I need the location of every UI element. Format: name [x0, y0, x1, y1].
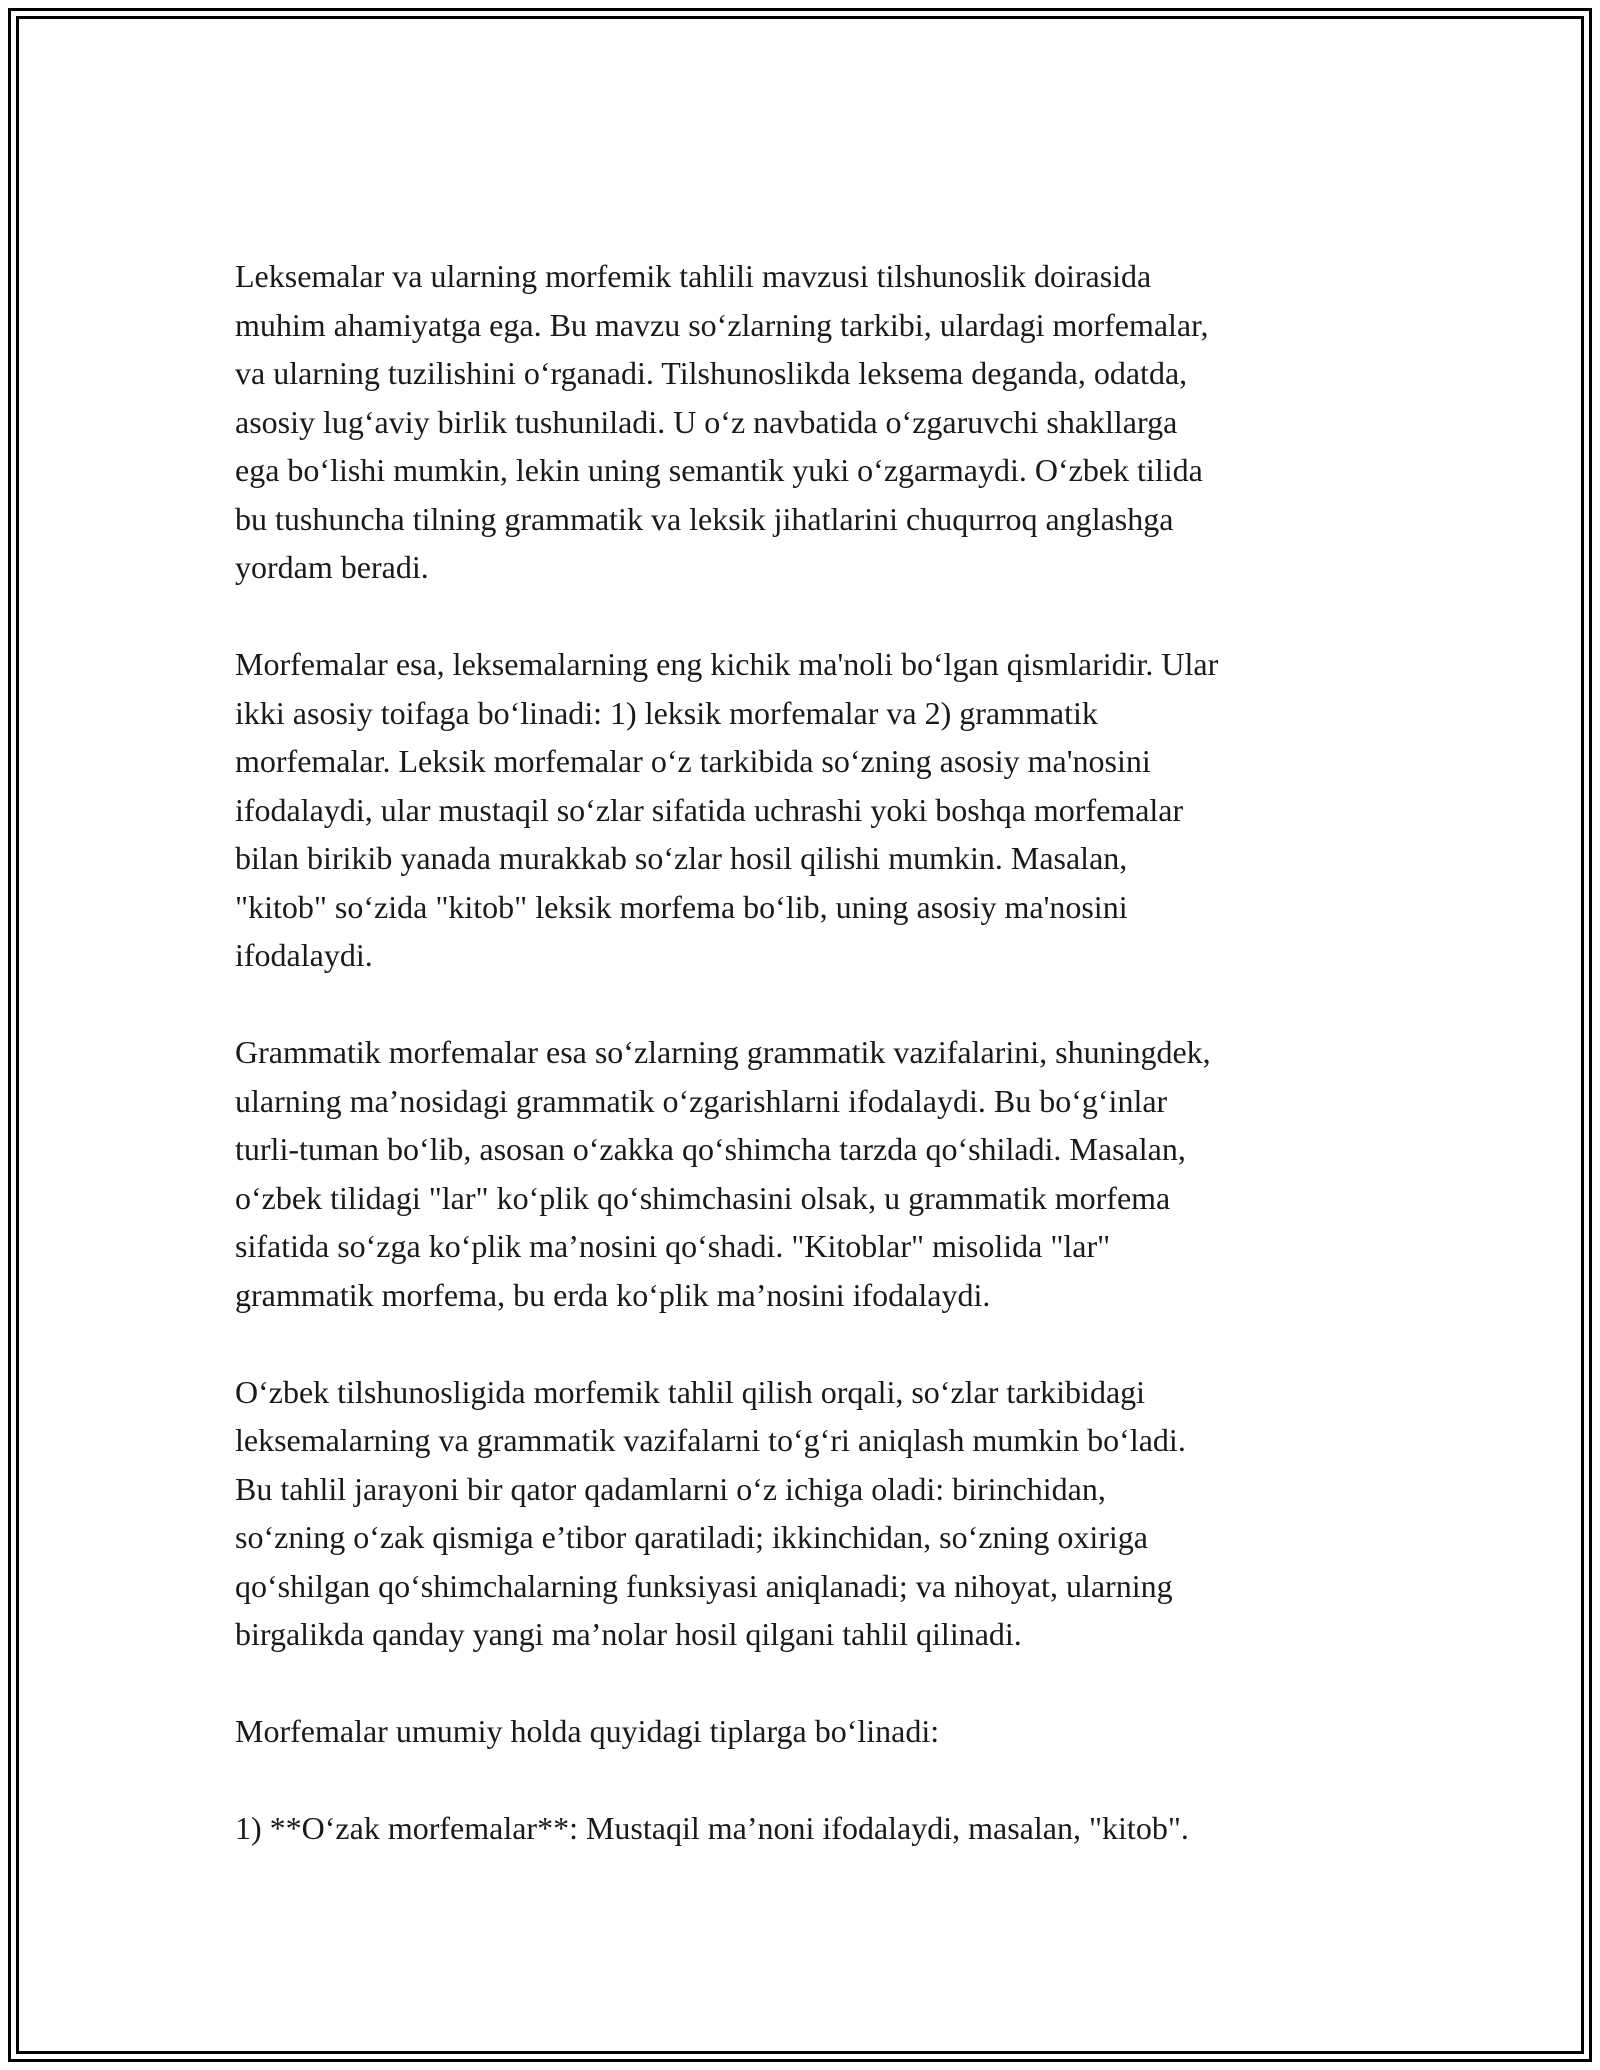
text-line: turli-tuman bo‘lib, asosan o‘zakka qo‘shimcha tarzda qo‘shiladi. Masalan,: [235, 1131, 1186, 1167]
text-line: qo‘shilgan qo‘shimchalarning funksiyasi aniqlanadi; va nihoyat, ularning: [235, 1567, 1173, 1604]
text-line: birgalikda qanday yangi ma’nolar hosil qilgani tahlil qilinadi.: [235, 1616, 1022, 1652]
text-line: ifodalaydi, ular mustaqil so‘zlar sifatida uchrashi yoki boshqa morfemalar: [235, 791, 1184, 828]
text-line: asosiy lug‘aviy birlik tushuniladi. U o‘z navbatida o‘zgaruvchi shakllarga: [235, 403, 1178, 440]
text-line: bu tushuncha tilning grammatik va leksik jihatlarini chuqurroq anglashga: [235, 500, 1174, 537]
text-line: O‘zbek tilshunosligida morfemik tahlil qilish orqali, so‘zlar tarkibidagi: [235, 1373, 1146, 1410]
text-line: "kitob" so‘zida "kitob" leksik morfema bo‘lib, uning asosiy ma'nosini: [235, 888, 1128, 925]
text-line: grammatik morfema, bu erda ko‘plik ma’nosini ifodalaydi.: [235, 1276, 991, 1313]
text-line: morfemalar. Leksik morfemalar o‘z tarkibida so‘zning asosiy ma'nosini: [235, 743, 1151, 779]
document-body: [235, 252, 1375, 1853]
text-line: so‘zning o‘zak qismiga e’tibor qaratiladi; ikkinchidan, so‘zning oxiriga: [235, 1519, 1148, 1555]
text-line: yordam beradi.: [235, 549, 429, 585]
text-line: Bu tahlil jarayoni bir qator qadamlarni o‘z ichiga oladi: birinchidan,: [235, 1470, 1106, 1507]
paragraph-morfemalar-definition: [235, 640, 1375, 980]
text-line: Morfemalar umumiy holda quyidagi tiplarga bo‘linadi:: [235, 1713, 940, 1749]
text-line: Grammatik morfemalar esa so‘zlarning grammatik vazifalarini, shuningdek,: [235, 1034, 1211, 1070]
text-line: va ularning tuzilishini o‘rganadi. Tilshunoslikda leksema deganda, odatda,: [235, 355, 1188, 391]
text-line: 1) **O‘zak morfemalar**: Mustaqil ma’noni ifodalaydi, masalan, "kitob".: [235, 1810, 1189, 1846]
paragraph-morfemik-tahlil: [235, 1368, 1375, 1659]
paragraph-leksemalar-intro: [235, 252, 1375, 592]
text-line: Leksemalar va ularning morfemik tahlili mavzusi tilshunoslik doirasida: [235, 258, 1152, 294]
text-line: o‘zbek tilidagi "lar" ko‘plik qo‘shimchasini olsak, u grammatik morfema: [235, 1179, 1171, 1216]
paragraph-grammatik-morfemalar: [235, 1028, 1375, 1319]
text-line: sifatida so‘zga ko‘plik ma’nosini qo‘shadi. "Kitoblar" misolida "lar": [235, 1228, 1111, 1264]
text-line: muhim ahamiyatga ega. Bu mavzu so‘zlarning tarkibi, ulardagi morfemalar,: [235, 306, 1209, 343]
text-line: leksemalarning va grammatik vazifalarni to‘g‘ri aniqlash mumkin bo‘ladi.: [235, 1422, 1186, 1458]
text-line: ularning ma’nosidagi grammatik o‘zgarishlarni ifodalaydi. Bu bo‘g‘inlar: [235, 1082, 1168, 1119]
text-line: ikki asosiy toifaga bo‘linadi: 1) leksik morfemalar va 2) grammatik: [235, 694, 1098, 731]
text-line: ifodalaydi.: [235, 937, 373, 973]
paragraph-morfema-tiplari: [235, 1707, 1375, 1756]
text-line: ega bo‘lishi mumkin, lekin uning semantik yuki o‘zgarmaydi. O‘zbek tilida: [235, 452, 1203, 488]
text-line: Morfemalar esa, leksemalarning eng kichik ma'noli bo‘lgan qismlaridir. Ular: [235, 646, 1219, 682]
list-item-ozak-morfemalar: [235, 1804, 1375, 1853]
text-line: bilan birikib yanada murakkab so‘zlar hosil qilishi mumkin. Masalan,: [235, 840, 1128, 876]
